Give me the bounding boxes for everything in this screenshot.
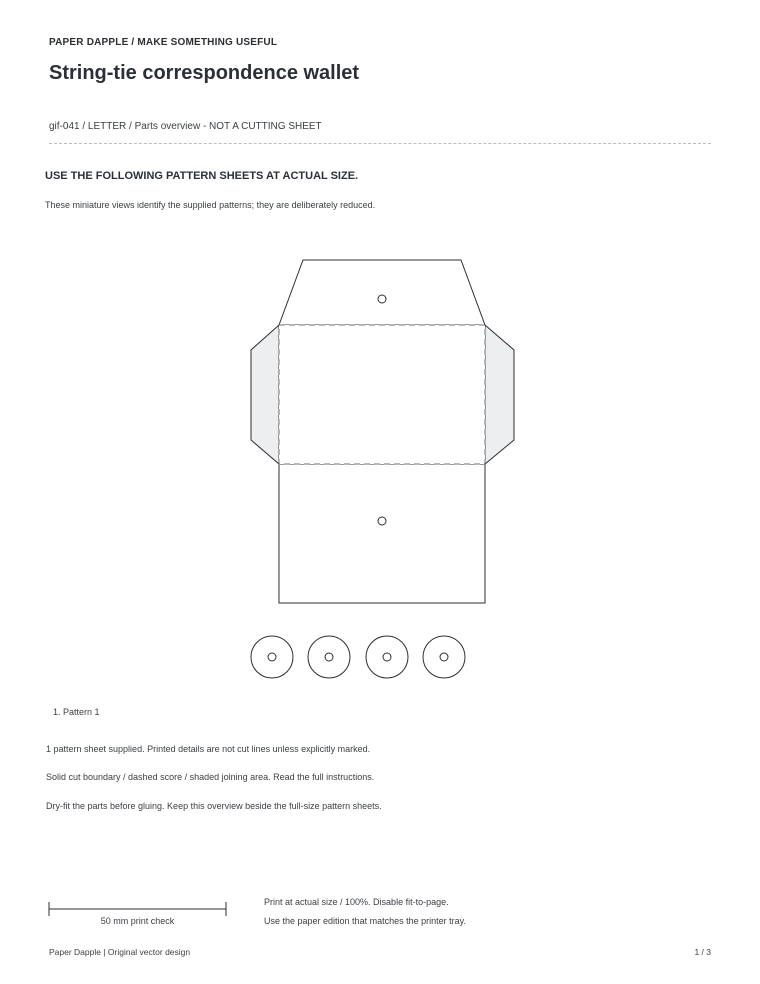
washer-3-hole bbox=[383, 653, 391, 661]
intro-text: These miniature views identify the supplied patterns; they are deliberately reduced. bbox=[45, 200, 376, 210]
brand-breadcrumb: PAPER DAPPLE / MAKE SOMETHING USEFUL bbox=[49, 37, 278, 48]
note-sheets: 1 pattern sheet supplied. Printed details are not cut lines unless explicitly marked. bbox=[46, 744, 371, 754]
washer-2-hole bbox=[325, 653, 333, 661]
pattern-preview bbox=[240, 250, 530, 690]
top-flap bbox=[279, 260, 485, 325]
top-tie-hole bbox=[378, 295, 386, 303]
section-heading: USE THE FOLLOWING PATTERN SHEETS AT ACTUAL SIZE. bbox=[45, 170, 359, 182]
washer-1-hole bbox=[268, 653, 276, 661]
front-tie-hole bbox=[378, 517, 386, 525]
document-meta: gif-041 / LETTER / Parts overview - NOT A CUTTING SHEET bbox=[49, 121, 322, 132]
note-dry-fit: Dry-fit the parts before gluing. Keep this overview beside the full-size pattern sheets. bbox=[46, 801, 382, 811]
print-instruction-paper: Use the paper edition that matches the printer tray. bbox=[264, 916, 466, 926]
header-divider bbox=[49, 143, 711, 144]
right-glue-flap bbox=[485, 325, 514, 464]
page-number: 1 / 3 bbox=[694, 947, 711, 957]
left-glue-flap bbox=[251, 325, 279, 464]
washer-4-hole bbox=[440, 653, 448, 661]
note-legend: Solid cut boundary / dashed score / shaded joining area. Read the full instructions. bbox=[46, 772, 375, 782]
back-panel-score bbox=[279, 325, 485, 464]
front-panel bbox=[279, 464, 485, 603]
tie-washers bbox=[251, 636, 465, 678]
scale-label: 50 mm print check bbox=[100, 916, 175, 926]
pattern-caption: 1. Pattern 1 bbox=[53, 707, 100, 717]
footer-credit: Paper Dapple | Original vector design bbox=[49, 947, 191, 957]
page-title: String-tie correspondence wallet bbox=[49, 62, 360, 84]
print-instruction-size: Print at actual size / 100%. Disable fit-to-page. bbox=[264, 897, 449, 907]
